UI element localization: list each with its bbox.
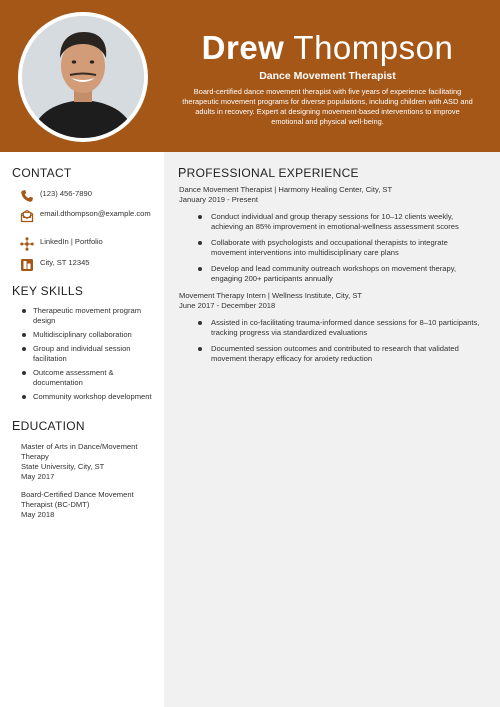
linkedin-portfolio-link[interactable]: LinkedIn | Portfolio [40, 237, 103, 246]
person-portrait-icon [22, 16, 144, 138]
key-skills-list [22, 306, 152, 406]
job-dates: June 2017 - December 2018 [179, 301, 276, 310]
first-name: Drew [201, 29, 285, 66]
job-role: Dance Movement Therapist [259, 70, 396, 82]
certification-entry [21, 490, 151, 520]
last-name: Thompson [293, 29, 454, 66]
header-banner [0, 0, 500, 152]
job-bullets [198, 212, 483, 290]
certification-date: May 2018 [21, 510, 55, 519]
education-heading: EDUCATION [12, 419, 85, 433]
candidate-name [160, 28, 495, 68]
education-entry [21, 442, 151, 482]
job-bullet: Conduct individual and group therapy sessions for 10–12 clients weekly, achieving an 85% improvement in emotional-wellness assessment scores [198, 212, 483, 232]
skill-item: Multidisciplinary collaboration [22, 330, 152, 340]
job-header [179, 185, 479, 205]
contact-location [20, 258, 152, 274]
city-state-zip: City, ST 12345 [40, 258, 90, 267]
email-icon [20, 209, 34, 223]
location-icon [20, 258, 34, 272]
job-bullet: Collaborate with psychologists and occupational therapists to integrate movement interventions into multidisciplinary care plans [198, 238, 483, 258]
contact-heading: CONTACT [12, 166, 72, 180]
skill-item: Outcome assessment & documentation [22, 368, 152, 388]
degree-title: Master of Arts in Dance/Movement Therapy [21, 442, 138, 461]
job-bullet: Assisted in co-facilitating trauma-informed dance sessions for 8–10 participants, tracking progress via standardized evaluations [198, 318, 483, 338]
skill-item: Group and individual session facilitation [22, 344, 152, 364]
skill-item: Therapeutic movement program design [22, 306, 152, 326]
key-skills-heading: KEY SKILLS [12, 284, 84, 298]
job-title: Movement Therapy Intern | Wellness Institute, City, ST [179, 291, 363, 300]
profile-summary: Board-certified dance movement therapist with five years of experience facilitating therapeutic movement programs for diverse populations, including children with ASD and adults in recovery. Expert at designing movement-based interventions to improve emotional and physical well-being. [182, 87, 473, 126]
phone-number[interactable]: (123) 456-7890 [40, 189, 92, 198]
linkedin-icon [20, 237, 34, 251]
profile-photo-frame [18, 12, 148, 142]
job-title: Dance Movement Therapist | Harmony Healing Center, City, ST [179, 185, 393, 194]
job-bullets [198, 318, 483, 370]
skill-item: Community workshop development [22, 392, 152, 402]
job-bullet: Documented session outcomes and contributed to research that validated movement therapy efficacy for anxiety reduction [198, 344, 483, 364]
profile-photo [22, 16, 144, 138]
job-bullet: Develop and lead community outreach workshops on movement therapy, engaging 200+ participants annually [198, 264, 483, 284]
job-dates: January 2019 - Present [179, 195, 258, 204]
phone-icon [20, 189, 34, 203]
certification-title: Board-Certified Dance Movement Therapist (BC-DMT) [21, 490, 134, 509]
contact-links [20, 237, 152, 253]
job-header [179, 291, 479, 311]
education-date: May 2017 [21, 472, 55, 481]
contact-email [20, 209, 152, 225]
school-name: State University, City, ST [21, 462, 105, 471]
contact-phone [20, 189, 152, 205]
experience-heading: PROFESSIONAL EXPERIENCE [178, 166, 359, 180]
email-address[interactable]: email.dthompson@example.com [40, 209, 151, 218]
